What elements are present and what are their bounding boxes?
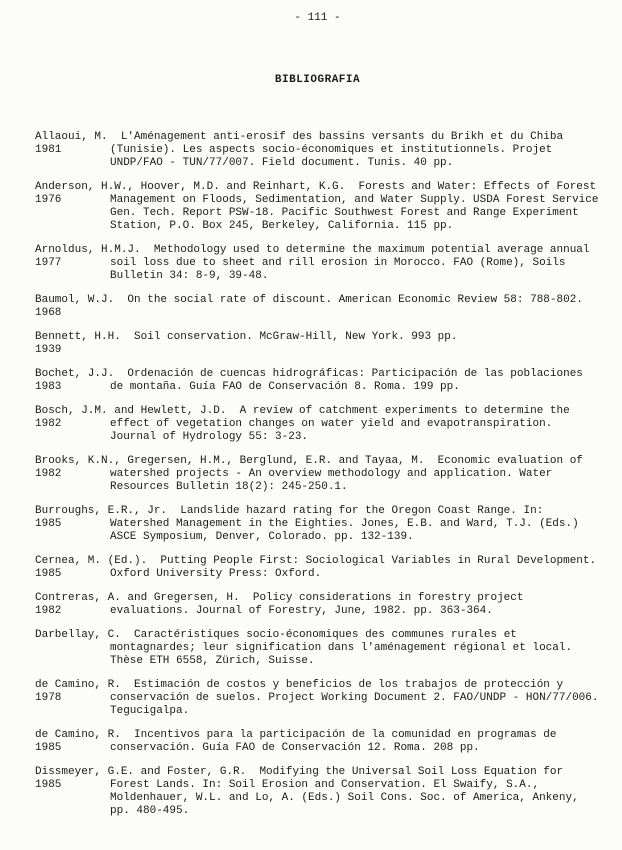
entry-body [35,629,600,668]
entry-text: Caractéristiques socio-économiques des communes rurales et montagnardes; leur signification dans l'aménagement régional et local. Thèse ETH 6558, Zürich, Suisse. [110,629,573,667]
entry-author: Baumol, W.J. [35,294,115,306]
entry-author: Bochet, J.J. [35,368,115,380]
entry-body [35,181,600,233]
entry-body [35,766,600,818]
bibliography-entry [35,244,600,283]
entry-body [35,368,600,394]
entry-text: Incentivos para la participación de la comunidad en programas de conservación. Guía FAO de Conservación 12. Roma. 208 pp. [110,729,557,754]
entry-author: Dissmeyer, G.E. and Foster, G.R. [35,766,247,778]
entry-author: Contreras, A. and Gregersen, H. [35,592,240,604]
entry-text: Putting People First: Sociological Variables in Rural Development. Oxford University Press: Oxford. [110,555,597,580]
entry-author: de Camino, R. [35,729,121,741]
entry-year: 1978 [35,692,62,704]
entry-body [35,505,600,544]
bibliography-entry [35,555,600,581]
entry-author: Allaoui, M. [35,131,108,143]
bibliography-entry [35,505,600,544]
entry-year: 1985 [35,568,62,580]
bibliography-entry [35,294,600,320]
bibliography-entry [35,455,600,494]
entry-year: 1985 [35,518,62,530]
entry-year: 1983 [35,381,62,393]
entry-body [35,244,600,283]
entry-text: A review of catchment experiments to determine the effect of vegetation changes on water yield and evapotranspiration. Journal of Hydrology 55: 3-23. [110,405,570,443]
entry-text: Landslide hazard rating for the Oregon Coast Range. In: Watershed Management in the Eighties. Jones, E.B. and Ward, T.J. (Eds.) ASCE Symposium, Denver, Colorado. pp. 132-139. [110,505,579,543]
bibliography-entry [35,629,600,668]
entry-text: Policy considerations in forestry project evaluations. Journal of Forestry, June, 1982. pp. 363-364. [110,592,524,617]
entry-body [35,294,600,307]
entry-text: On the social rate of discount. American Economic Review 58: 788-802. [127,294,583,306]
entry-year: 1968 [35,307,62,319]
entry-author: Darbellay, C. [35,629,121,641]
entry-body [35,729,600,755]
entry-year: 1982 [35,418,62,430]
entry-year: 1977 [35,257,62,269]
bibliography-entry [35,331,600,357]
entry-author: de Camino, R. [35,679,121,691]
bibliography-entry [35,766,600,818]
bibliography-entry [35,592,600,618]
entry-author: Arnoldus, H.M.J. [35,244,141,256]
entry-body [35,592,600,618]
document-title: BIBLIOGRAFIA [274,74,361,86]
entry-year: 1982 [35,605,62,617]
entry-author: Anderson, H.W., Hoover, M.D. and Reinhart, K.G. [35,181,346,193]
entry-author: Cernea, M. (Ed.). [35,555,148,567]
entry-author: Bennett, H.H. [35,331,121,343]
bibliography-entry [35,131,600,170]
entry-text: Methodology used to determine the maximum potential average annual soil loss due to sheet and rill erosion in Morocco. FAO (Rome), Soils Bulletin 34: 8-9, 39-48. [110,244,590,282]
entry-author: Burroughs, E.R., Jr. [35,505,168,517]
entry-year: 1985 [35,779,62,791]
entry-body [35,131,600,170]
entry-year: 1939 [35,344,62,356]
bibliography-entry [35,368,600,394]
entry-year: 1982 [35,468,62,480]
page-number: - 111 - [294,12,341,24]
entry-body [35,405,600,444]
entry-year: 1981 [35,144,62,156]
entry-year: 1976 [35,194,62,206]
entry-text: Estimación de costos y beneficios de los trabajos de protección y conservación de suelos. Project Working Document 2. FAO/UNDP - HON/77/006. Tegucigalpa. [110,679,599,717]
entry-body [35,679,600,718]
bibliography-entry [35,405,600,444]
entry-body [35,331,600,344]
bibliography-entry [35,181,600,233]
entry-year: 1985 [35,742,62,754]
entry-author: Bosch, J.M. and Hewlett, J.D. [35,405,227,417]
entry-text: Ordenación de cuencas hidrográficas: Participación de las poblaciones de montaña. Guía FAO de Conservación 8. Roma. 199 pp. [110,368,583,393]
entry-text: Soil conservation. McGraw-Hill, New York. 993 pp. [134,331,458,343]
entry-author: Brooks, K.N., Gregersen, H.M., Berglund, E.R. and Tayaa, M. [35,455,425,467]
entry-body [35,455,600,494]
entry-text: Economic evaluation of watershed projects - An overview methodology and application. Water Resources Bulletin 18(2): 245-250.1. [110,455,583,493]
entry-text: L'Aménagement anti-erosif des bassins versants du Brikh et du Chiba (Tunisie). Les aspects socio-économiques et institutionnels. Projet UNDP/FAO - TUN/77/007. Field document. Tunis. 40 pp. [110,131,564,169]
entry-body [35,555,600,581]
bibliography-entry [35,729,600,755]
bibliography-list [35,131,600,818]
entry-text: Forests and Water: Effects of Forest Management on Floods, Sedimentation, and Water Supply. USDA Forest Service Gen. Tech. Report PSW-18. Pacific Southwest Forest and Range Experiment Station, P.O. Box 245, Berkeley, California. 115 pp. [110,181,599,232]
entry-text: Modifying the Universal Soil Loss Equation for Forest Lands. In: Soil Erosion and Conservation. El Swaify, S.A., Moldenhauer, W.L. and Lo, A. (Eds.) Soil Cons. Soc. of America, Ankeny, pp. 480-495. [110,766,579,817]
bibliography-entry [35,679,600,718]
